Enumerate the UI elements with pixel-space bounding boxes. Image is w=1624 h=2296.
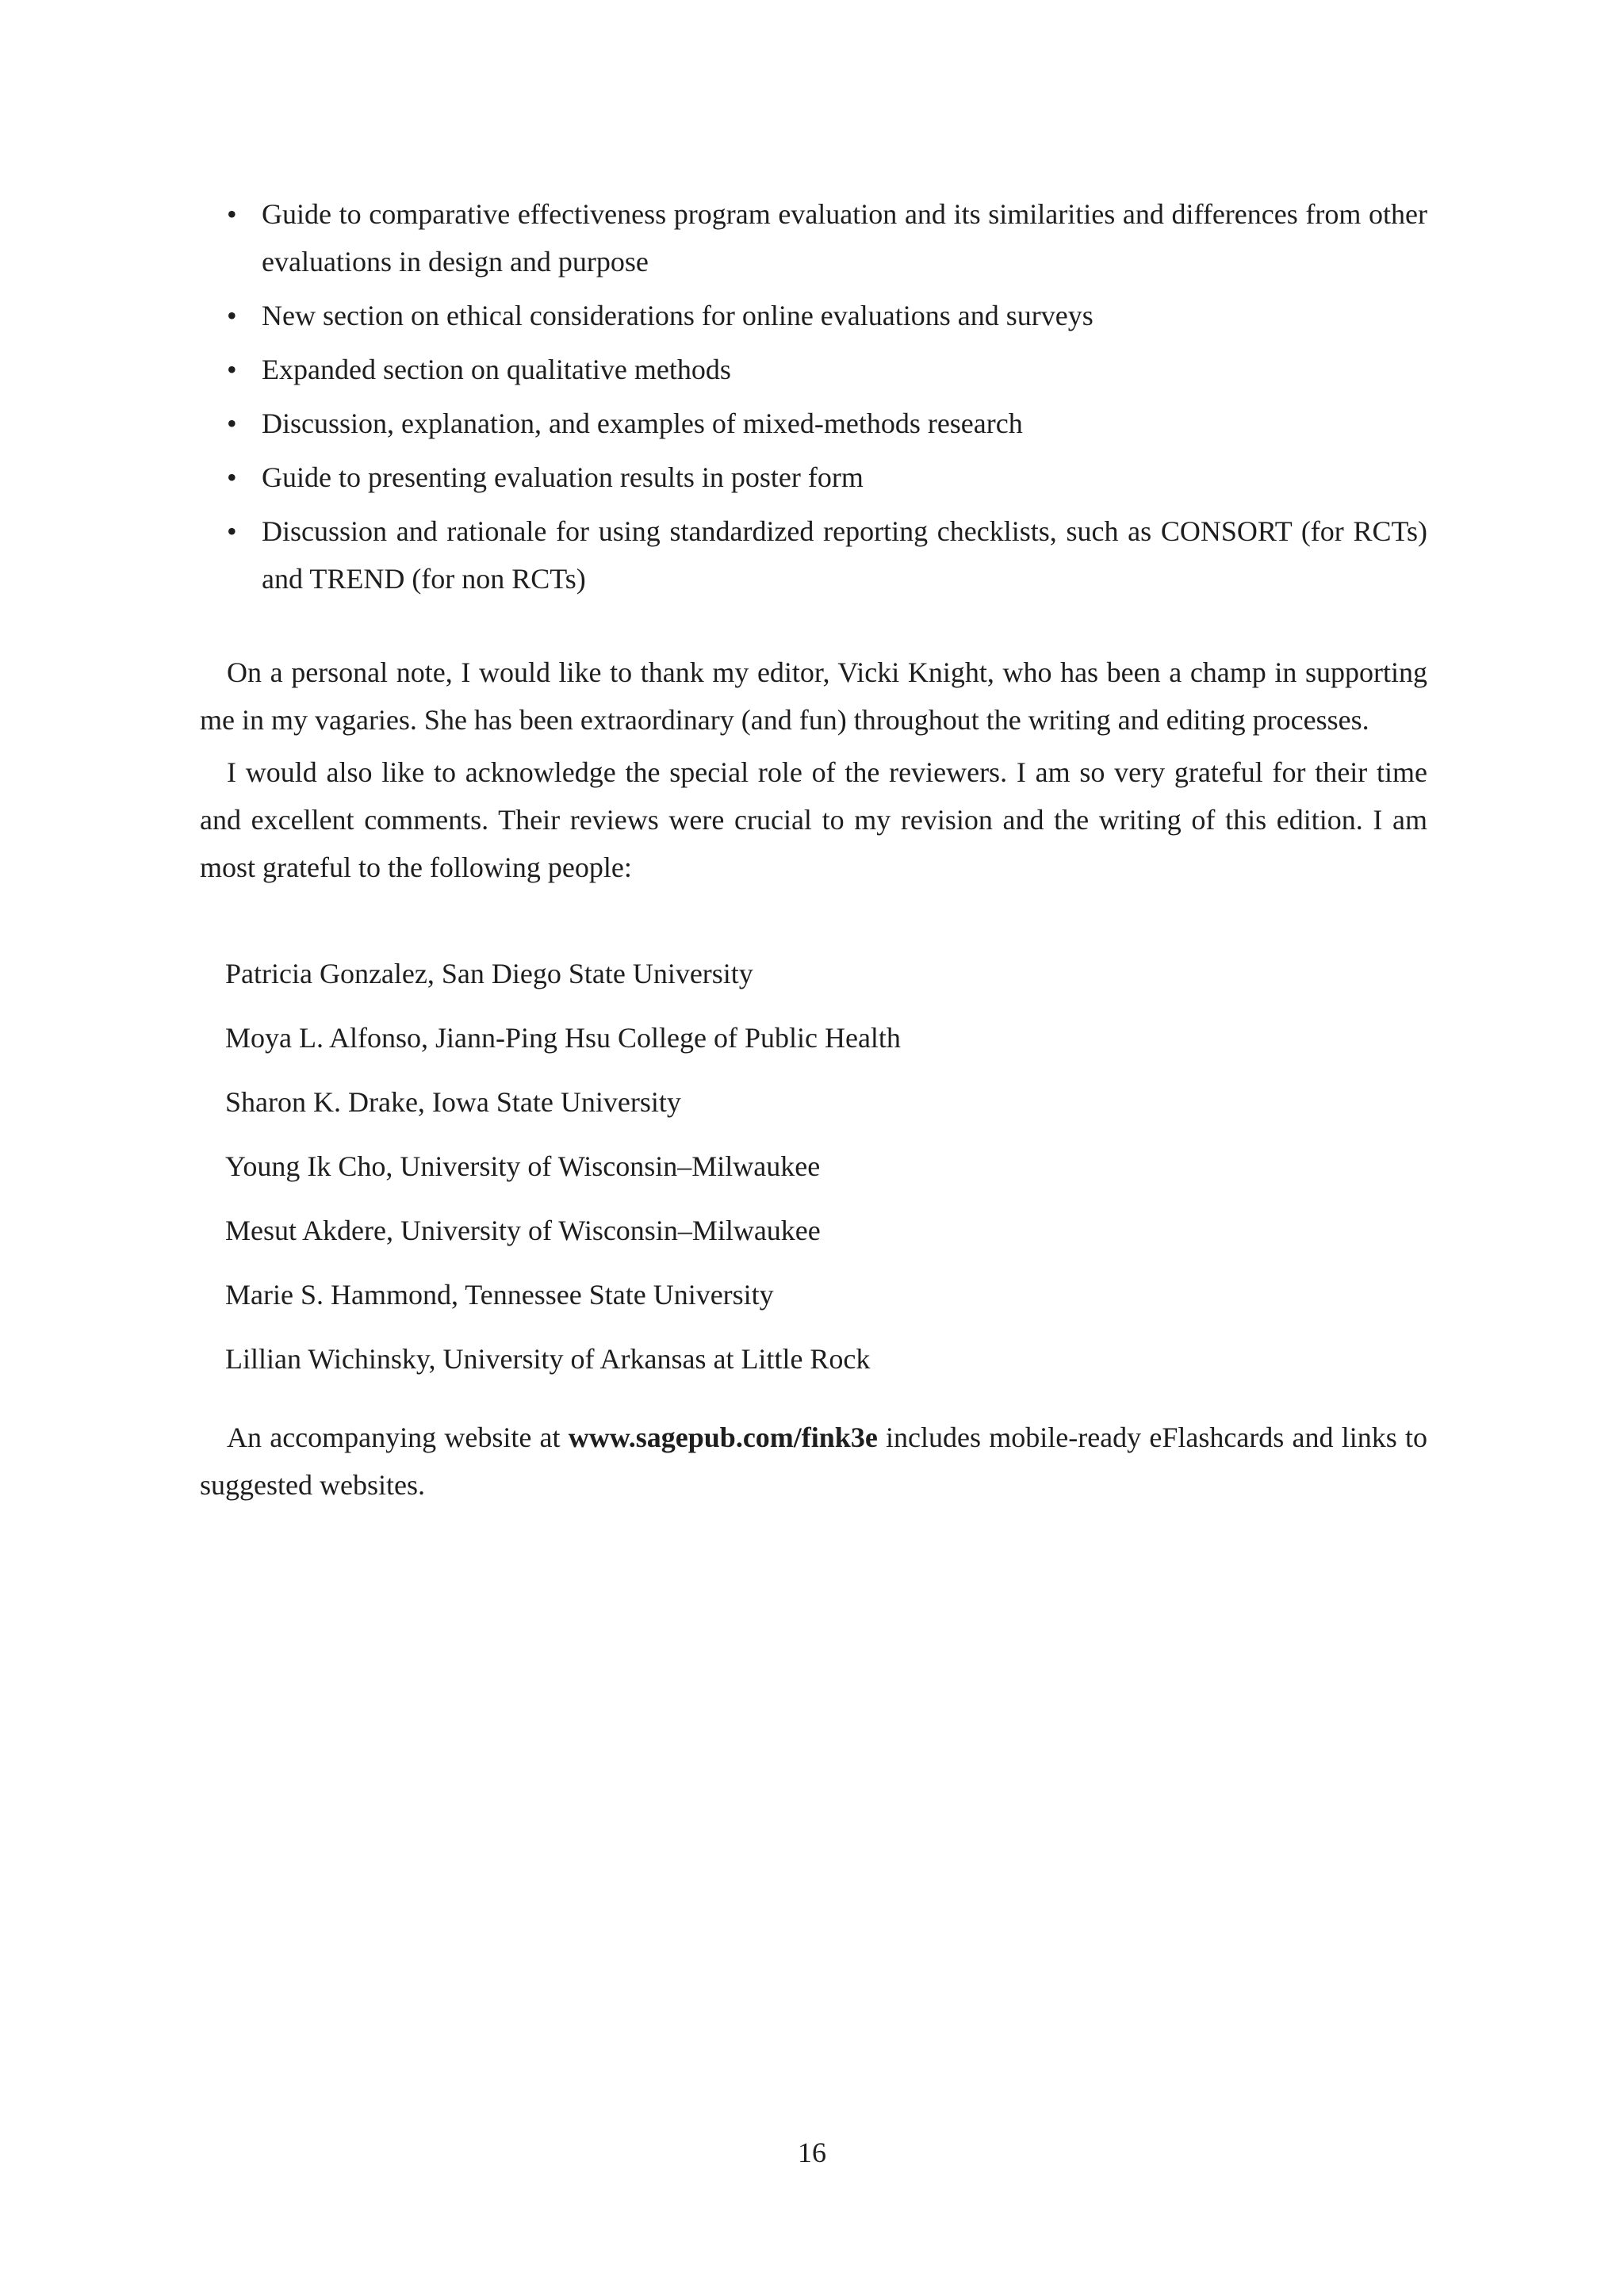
bullet-dot-icon: • [227, 515, 237, 547]
bullet-item [200, 400, 1427, 447]
page-number: 16 [798, 2137, 826, 2168]
website-paragraph [200, 1414, 1427, 1509]
bullet-text: Guide to presenting evaluation results in poster form [262, 461, 864, 493]
website-text-before: An accompanying website at [227, 1422, 569, 1453]
bullet-item [200, 507, 1427, 603]
reviewer-entry: Mesut Akdere, University of Wisconsin–Milwaukee [225, 1215, 821, 1246]
bullet-item [200, 190, 1427, 285]
bullet-item [200, 346, 1427, 393]
website-text-after: includes mobile-ready eFlashcards and links to suggested websites. [200, 1422, 1427, 1501]
reviewer-entry: Sharon K. Drake, Iowa State University [225, 1086, 681, 1118]
bullet-text: New section on ethical considerations for online evaluations and surveys [262, 300, 1094, 331]
bullet-dot-icon: • [227, 300, 237, 331]
bullet-dot-icon: • [227, 354, 237, 385]
reviewer-entry: Young Ik Cho, University of Wisconsin–Milwaukee [225, 1150, 821, 1182]
bullet-item [200, 453, 1427, 501]
bullet-text: Discussion and rationale for using standardized reporting checklists, such as CONSORT (for RCTs) and TREND (for non RCTs) [262, 515, 1427, 595]
acknowledgment-editor-paragraph: On a personal note, I would like to thank my editor, Vicki Knight, who has been a champ in supporting me in my vagaries. She has been extraordinary (and fun) throughout the writing and editing processes. [200, 656, 1427, 736]
reviewer-entry: Marie S. Hammond, Tennessee State University [225, 1279, 774, 1311]
feature-bullet-list [200, 190, 1427, 603]
bullet-text: Guide to comparative effectiveness program evaluation and its similarities and differences from other evaluations in design and purpose [262, 198, 1427, 277]
bullet-text: Discussion, explanation, and examples of mixed-methods research [262, 408, 1023, 439]
website-url: www.sagepub.com/fink3e [568, 1422, 878, 1453]
reviewer-list [200, 942, 1427, 1391]
acknowledgment-reviewers-paragraph: I would also like to acknowledge the special role of the reviewers. I am so very grateful for their time and excellent comments. Their reviews were crucial to my revision and the writing of this edition. I am most grateful to the following people: [200, 756, 1427, 883]
bullet-dot-icon: • [227, 198, 237, 230]
reviewer-entry: Lillian Wichinsky, University of Arkansas at Little Rock [225, 1343, 871, 1375]
page-content [200, 190, 1427, 1509]
bullet-dot-icon: • [227, 461, 237, 493]
bullet-text: Expanded section on qualitative methods [262, 354, 731, 385]
bullet-item [200, 292, 1427, 339]
reviewer-entry: Patricia Gonzalez, San Diego State University [225, 958, 753, 989]
bullet-dot-icon: • [227, 408, 237, 439]
reviewer-entry: Moya L. Alfonso, Jiann-Ping Hsu College of Public Health [225, 1022, 901, 1054]
